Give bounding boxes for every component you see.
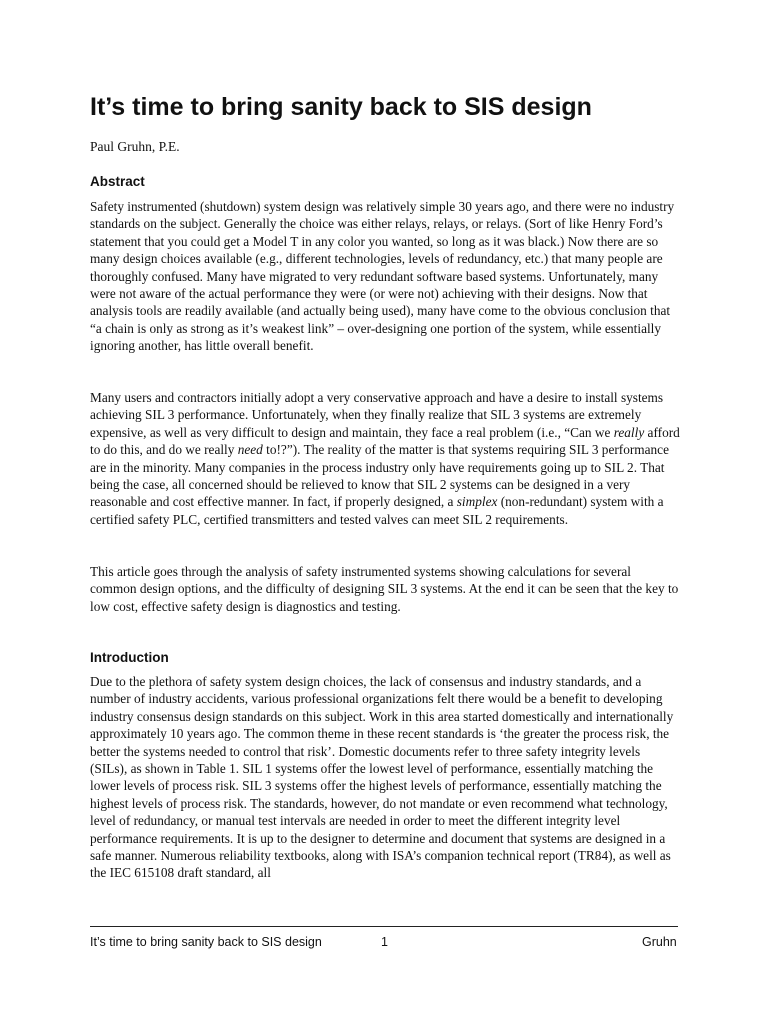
introduction-heading: Introduction xyxy=(90,650,169,665)
document-title: It’s time to bring sanity back to SIS design xyxy=(90,93,592,121)
abstract-paragraph-2-part-b: afford to do this, and do we really xyxy=(90,424,680,458)
abstract-paragraph-3: This article goes through the analysis of safety instrumented systems showing calculations for several common design options, and the difficulty of designing SIL 3 systems. At the end it can be seen that the key to low cost, effective safety design is diagnostics and testing. xyxy=(90,564,679,614)
abstract-paragraph-2-part-a: Many users and contractors initially adopt a very conservative approach and have a desire to install systems achieving SIL 3 performance. Unfortunately, when they finally realize that SIL 3 systems are extremely expensive, as well as very difficult to design and maintain, they face a real problem (i.e., “Can we xyxy=(90,390,664,440)
footer-title: It’s time to bring sanity back to SIS design xyxy=(90,935,322,949)
emphasis-simplex: simplex xyxy=(456,494,498,510)
author-line: Paul Gruhn, P.E. xyxy=(90,139,180,154)
abstract-paragraph-1: Safety instrumented (shutdown) system design was relatively simple 30 years ago, and there were no industry standards on the subject. Generally the choice was either relays, relays, or relays. (Sort of like Henry Ford’s statement that you could get a Model T in any color you wanted, so long as it was black.) Now there are so many design choices available (e.g., different technologies, levels of redundancy, etc.) that many people are thoroughly confused. Many have migrated to very redundant software based systems. Unfortunately, many were not aware of the actual performance they were (or were not) achieving with their designs. Now that analysis tools are readily available (and actually being used), many have come to the obvious conclusion that “a chain is only as strong as it’s weakest link” – over-designing one portion of the system, while essentially ignoring another, has little overall benefit. xyxy=(90,199,675,354)
footer-author: Gruhn xyxy=(642,935,677,949)
emphasis-need: need xyxy=(237,442,263,458)
abstract-paragraph-2-part-d: (non-redundant) system with a certified safety PLC, certified transmitters and tested valves can meet SIL 2 requirements. xyxy=(90,494,664,527)
abstract-paragraph-2-part-c: to!?”). The reality of the matter is that systems requiring SIL 3 performance are in the minority. Many companies in the process industry only have requirements going up to SIL 2. That being the case, all concerned should be relieved to know that SIL 2 systems can be designed in a very reasonable and cost effective manner. In fact, if properly designed, a xyxy=(90,442,669,510)
footer-page-number: 1 xyxy=(381,935,388,949)
footer-divider xyxy=(90,926,678,927)
abstract-paragraph-2 xyxy=(90,389,680,528)
emphasis-really: really xyxy=(613,424,645,440)
introduction-paragraph-1: Due to the plethora of safety system design choices, the lack of consensus and industry standards, and a number of industry accidents, various professional organizations felt there would be a benefit to developing industry consensus design standards on this subject. Work in this area started domestically and internationally approximately 10 years ago. The common theme in these recent standards is ‘the greater the process risk, the better the systems needed to control that risk’. Domestic documents refer to three safety integrity levels (SILs), as shown in Table 1. SIL 1 systems offer the lowest level of performance, essentially matching the lower levels of process risk. SIL 3 systems offer the highest levels of performance, essentially matching the highest levels of process risk. The standards, however, do not mandate or even recommend what technology, level of redundancy, or manual test intervals are needed in order to meet the different integrity level performance requirements. It is up to the designer to determine and document that systems are designed in a safe manner. Numerous reliability textbooks, along with ISA’s companion technical report (TR84), as well as the IEC 615108 draft standard, all xyxy=(90,674,674,881)
abstract-heading: Abstract xyxy=(90,174,145,189)
